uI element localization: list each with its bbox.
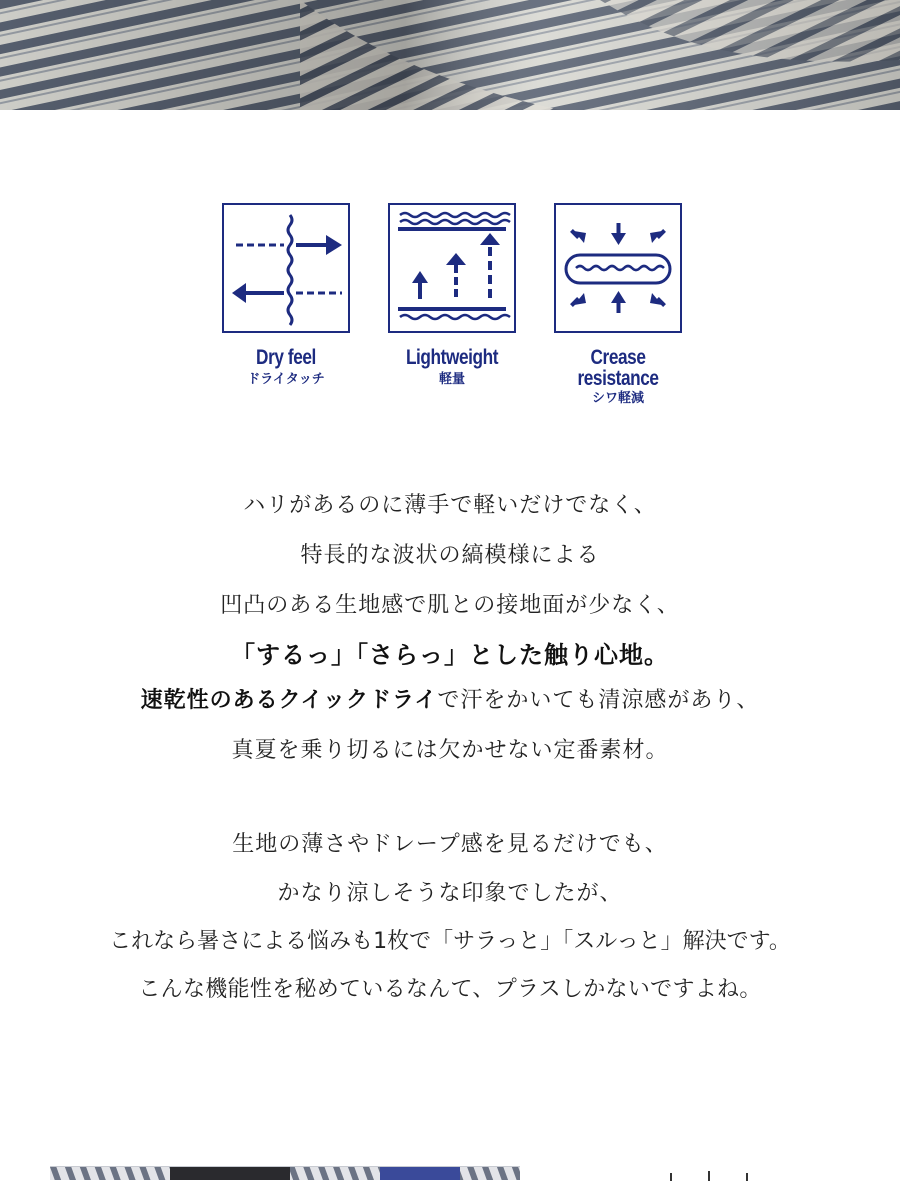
paragraph1-line1: ハリがあるのに薄手で軽いだけでなく、: [243, 493, 657, 518]
paragraph1-line2: 特長的な波状の縞模様による: [300, 543, 600, 568]
feature-ja-label: シワ軽減: [591, 391, 644, 406]
feature-en-label: Dry feel: [256, 346, 316, 369]
paragraph1-line5-rest: で汗をかいても清涼感があり、: [437, 688, 760, 713]
decorative-dots: [660, 1166, 780, 1180]
paragraph2-line4: こんな機能性を秘めているなんて、プラスしかないですよね。: [138, 977, 762, 1002]
feature-ja-label: 軽量: [438, 372, 465, 387]
feature-dry-feel: [216, 203, 356, 388]
feature-ja-label: ドライタッチ: [247, 372, 325, 387]
feature-icons-row: [0, 203, 900, 433]
feature-en-label-line1: Crease: [590, 346, 646, 369]
feature-lightweight: [382, 203, 522, 388]
paragraph2-line1: 生地の薄さやドレープ感を見るだけでも、: [232, 832, 668, 857]
striped-fabric-image: [0, 0, 900, 110]
paragraph2-line2: かなり涼しそうな印象でしたが、: [277, 881, 623, 906]
paragraph2-line3: これなら暑さによる悩みも1枚で「サラっと」「スルっと」解決です。: [109, 929, 791, 954]
fabric-photo-bottom: [50, 1166, 520, 1180]
feature-en-label: Lightweight: [405, 346, 499, 369]
paragraph1-line5: [0, 683, 900, 714]
feature-en-label-line2: resistance: [577, 367, 659, 390]
quick-dry-highlight: 速乾性のあるクイックドライ: [140, 688, 438, 713]
feature-en-label: [561, 347, 676, 389]
fabric-photo-top: [0, 0, 900, 110]
paragraph1-line3: 凹凸のある生地感で肌との接地面が少なく、: [220, 593, 680, 618]
paragraph1-line6: 真夏を乗り切るには欠かせない定番素材。: [231, 738, 669, 763]
lightweight-icon: [388, 203, 516, 333]
crease-resistance-icon: [554, 203, 682, 333]
dry-feel-icon: [222, 203, 350, 333]
paragraph1-line4: 「するっ」「さらっ」とした触り心地。: [231, 641, 669, 669]
feature-crease-resistance: [548, 203, 688, 407]
